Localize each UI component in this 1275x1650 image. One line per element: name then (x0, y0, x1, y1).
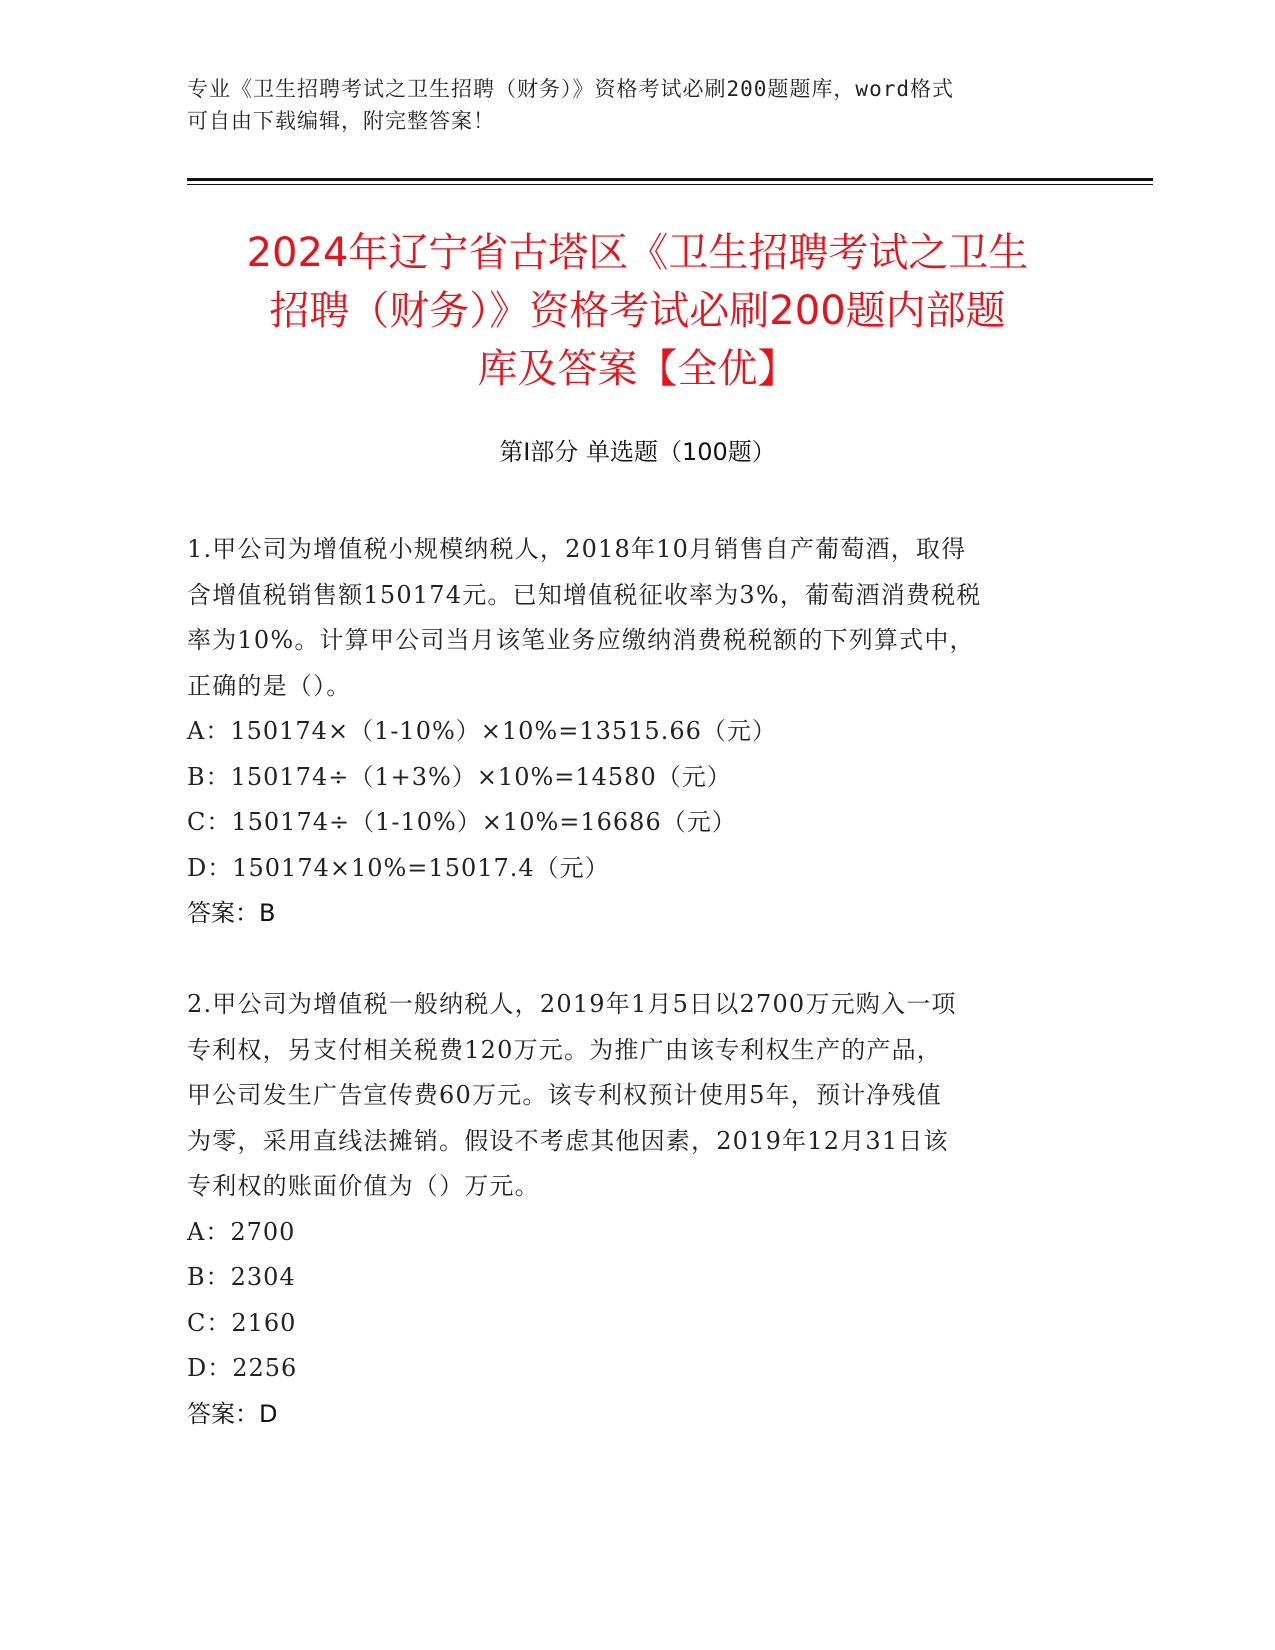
question-text-line: 为零，采用直线法摊销。假设不考虑其他因素，2019年12月31日该 (187, 1126, 949, 1155)
header-divider-thin (187, 184, 1153, 185)
option-d: D：150174×10%=15017.4（元） (187, 853, 610, 882)
answer-line: 答案：D (187, 1399, 278, 1428)
title-line-2: 招聘（财务）》资格考试必刷200题内部题 (269, 288, 1006, 334)
question-text-line: 1.甲公司为增值税小规模纳税人，2018年10月销售自产葡萄酒，取得 (187, 535, 967, 563)
title-line-3: 库及答案【全优】 (477, 346, 798, 392)
option-b: B：150174÷（1+3%）×10%=14580（元） (187, 762, 732, 791)
header-note-line-2: 可自由下载编辑，附完整答案！ (187, 109, 495, 133)
header-divider-thick (187, 178, 1153, 181)
option-d: D：2256 (187, 1354, 298, 1382)
question-text-line: 甲公司发生广告宣传费60万元。该专利权预计使用5年，预计净残值 (187, 1081, 943, 1109)
option-a: A：2700 (187, 1217, 296, 1246)
question-text-line: 2.甲公司为增值税一般纳税人，2019年1月5日以2700万元购入一项 (187, 990, 957, 1018)
question-text-line: 含增值税销售额150174元。已知增值税征收率为3%，葡萄酒消费税税 (187, 580, 982, 609)
option-b: B：2304 (187, 1263, 296, 1291)
option-c: C：150174÷（1-10%）×10%=16686（元） (187, 808, 737, 836)
question-1 (187, 527, 1087, 937)
answer-line: 答案：B (187, 899, 276, 927)
question-2 (187, 982, 1087, 1437)
title-line-1: 2024年辽宁省古塔区《卫生招聘考试之卫生 (246, 230, 1029, 276)
option-c: C：2160 (187, 1308, 297, 1337)
option-a: A：150174×（1-10%）×10%=13515.66（元） (187, 717, 777, 745)
question-text-line: 专利权的账面价值为（）万元。 (187, 1172, 540, 1200)
question-text-line: 正确的是（）。 (187, 671, 352, 700)
header-note-line-1: 专业《卫生招聘考试之卫生招聘（财务）》资格考试必刷200题题库，word格式 (187, 77, 954, 101)
question-text-line: 率为10%。计算甲公司当月该笔业务应缴纳消费税税额的下列算式中， (187, 626, 975, 654)
document-title (150, 224, 1125, 398)
question-text-line: 专利权，另支付相关税费120万元。为推广由该专利权生产的产品， (187, 1035, 943, 1064)
header-note (187, 73, 1067, 137)
section-heading: 第Ⅰ部分 单选题（100题） (499, 438, 776, 466)
